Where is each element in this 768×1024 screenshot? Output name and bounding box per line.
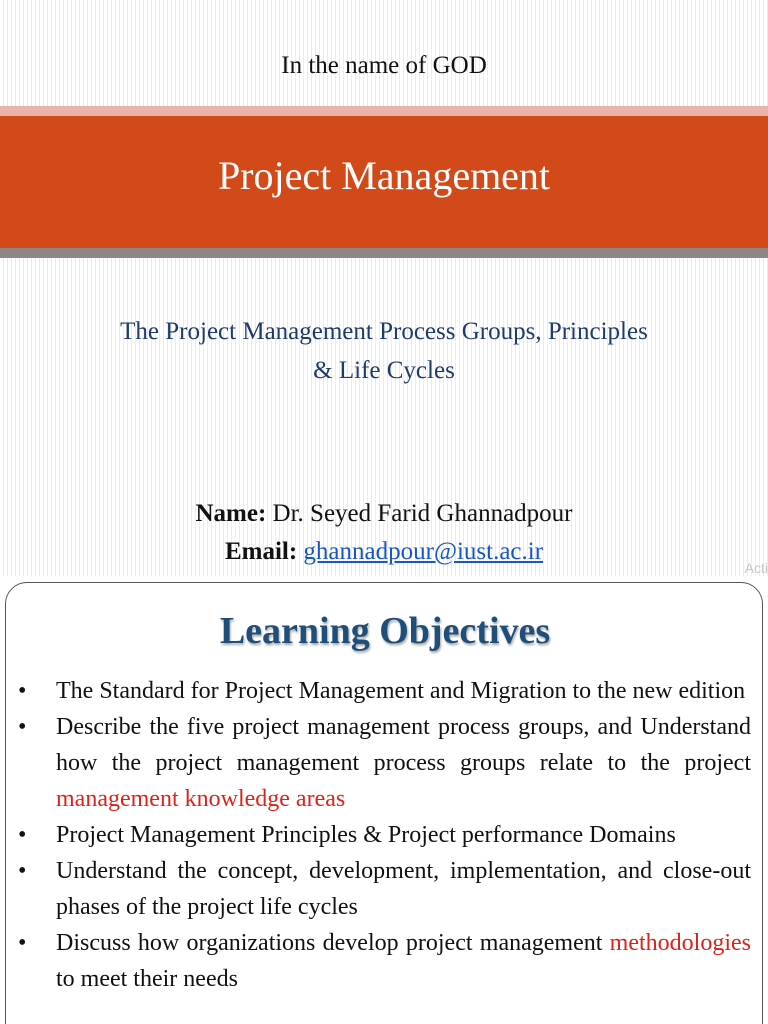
author-name-row (0, 500, 768, 528)
objective-highlight: management knowledge areas (56, 786, 346, 812)
email-link[interactable]: ghannadpour@iust.ac.ir (303, 538, 544, 565)
bullet-icon: • (18, 822, 27, 848)
bullet-icon: • (18, 678, 27, 704)
name-value: Dr. Seyed Farid Ghannadpour (272, 500, 573, 527)
objective-text: Discuss how organizations develop project management (56, 930, 610, 956)
email-label: Email: (224, 538, 298, 565)
slide-subtitle (60, 312, 708, 390)
bullet-icon: • (18, 930, 27, 956)
subtitle-line-2: & Life Cycles (313, 357, 455, 384)
bullet-icon: • (18, 714, 27, 740)
objectives-list (6, 673, 764, 997)
objective-item (6, 709, 764, 817)
objectives-slide (5, 582, 763, 1024)
activation-watermark: Acti (744, 560, 768, 576)
subtitle-line-1: The Project Management Process Groups, Principles (120, 318, 648, 345)
objective-item (6, 673, 764, 709)
objective-text: The Standard for Project Management and Migration to the new edition (56, 678, 746, 704)
author-email-row (0, 538, 768, 566)
objective-text: Describe the five project management process groups, and Understand how the project management process groups relate to the project (56, 714, 751, 776)
objective-text-end: to meet their needs (56, 966, 238, 992)
objectives-heading: Learning Objectives (219, 610, 551, 652)
band-top-stripe (0, 106, 768, 116)
slide-title: Project Management (217, 153, 551, 198)
objective-text: Understand the concept, development, implementation, and close-out phases of the project life cycles (56, 858, 751, 920)
objective-item (6, 853, 764, 925)
objective-highlight: methodologies (609, 930, 751, 956)
objective-text: Project Management Principles & Project performance Domains (56, 822, 676, 848)
objective-item (6, 925, 764, 997)
objective-item (6, 817, 764, 853)
bullet-icon: • (18, 858, 27, 884)
dedication-text: In the name of GOD (281, 52, 487, 79)
name-label: Name: (195, 500, 267, 527)
band-bottom-stripe (0, 248, 768, 258)
